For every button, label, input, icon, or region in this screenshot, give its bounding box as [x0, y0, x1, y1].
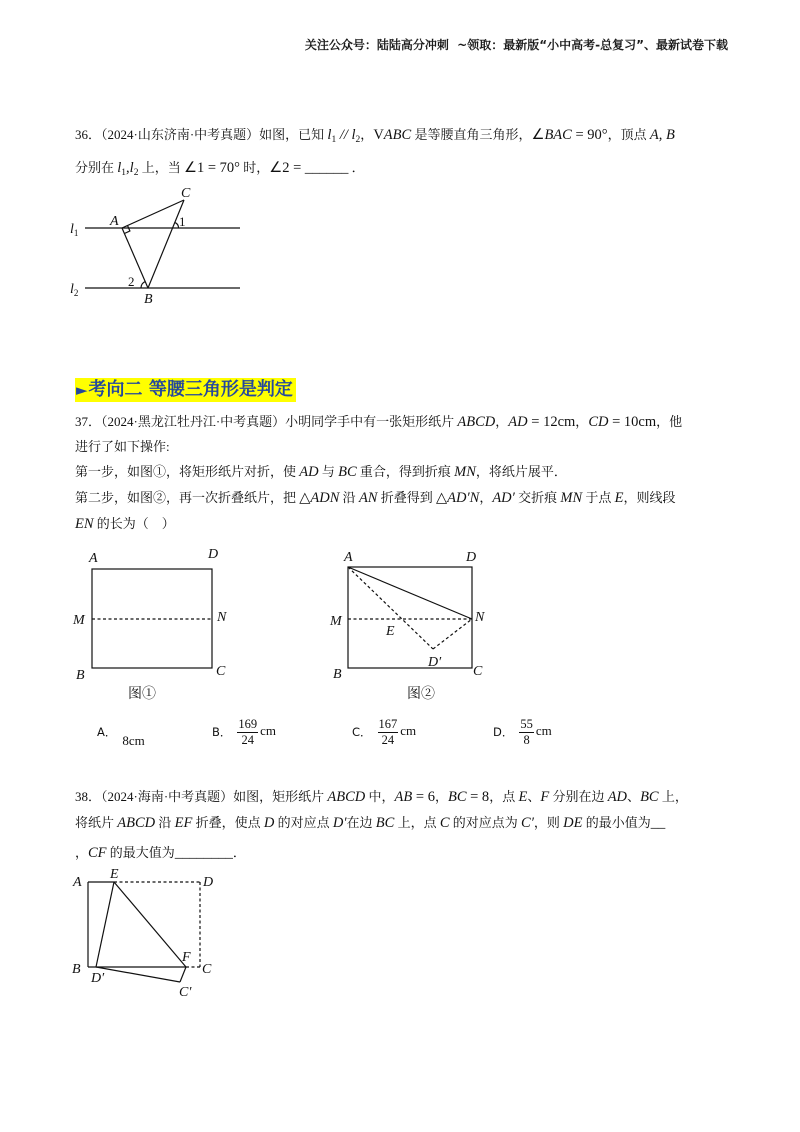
math-variable: AN	[358, 490, 378, 506]
label-point-c: C	[202, 962, 212, 977]
label-point-n: N	[217, 610, 227, 625]
option-d-fraction	[519, 717, 534, 748]
q38-text-line-3	[75, 843, 246, 863]
text-run: 折叠，使点	[192, 815, 264, 830]
text-run: ．	[232, 845, 246, 860]
figure-caption: 图②	[407, 687, 435, 702]
text-run: 上，	[658, 789, 688, 804]
math-variable: C	[439, 815, 450, 831]
text-run: 与	[318, 464, 339, 479]
text-run: 分别在	[75, 160, 118, 175]
option-d-label: D．	[493, 725, 514, 739]
subscript: 2	[133, 168, 139, 178]
math-variable: BC	[338, 464, 357, 480]
math-text: = 12cm	[527, 414, 576, 430]
option-a-label: A．	[97, 725, 117, 739]
text-run: 于点	[582, 490, 615, 505]
math-text: = 90°	[571, 127, 608, 143]
text-run: ，	[75, 845, 89, 860]
q37-text-line-1	[75, 412, 682, 432]
math-variable: ABCD	[327, 789, 366, 805]
text-run: 将纸片	[75, 815, 118, 830]
rectangle-abcd	[348, 567, 472, 668]
label-l2-letter: l	[70, 282, 74, 297]
label-point-e: E	[386, 624, 395, 639]
label-point-b: B	[76, 668, 85, 683]
text-run: 、	[527, 789, 541, 804]
text-run: 上，点	[394, 815, 440, 830]
section-title: 考向二 等腰三角形是判定	[88, 379, 293, 400]
math-text: ∠	[531, 127, 545, 143]
math-variable: AD	[508, 414, 528, 430]
figure-caption: 图①	[128, 687, 156, 702]
label-point-a: A	[73, 875, 82, 890]
text-run: 的对应点为	[449, 815, 522, 830]
math-text: = 10cm	[608, 414, 657, 430]
math-text: = 6	[412, 789, 435, 805]
text-run: 36．（2024·山东济南·中考真题）如图，已知	[75, 127, 328, 142]
label-point-c: C	[216, 664, 226, 679]
segment-c-prime-f	[180, 967, 186, 982]
math-variable: ADN	[310, 490, 340, 506]
label-l1-subscript: 1	[73, 228, 79, 238]
option-a	[97, 712, 145, 752]
subscript: 1	[331, 135, 337, 145]
math-variable: AD	[299, 464, 319, 480]
math-variable: MN	[560, 490, 583, 506]
math-variable: BAC	[544, 127, 572, 143]
text-run: 进行了如下操作:	[75, 439, 170, 454]
text-run: 是等腰直角三角形，	[411, 127, 532, 142]
subscript: 1	[121, 168, 127, 178]
q37-text-line-5	[75, 514, 175, 534]
text-run: 的最小值为	[582, 815, 651, 830]
math-variable: BC	[375, 815, 395, 831]
text-run: ，他	[656, 414, 683, 429]
text-run: 中，	[365, 789, 395, 804]
math-variable: F	[540, 789, 550, 805]
math-variable: A, B	[649, 127, 675, 143]
math-variable: AD′	[492, 490, 515, 506]
math-variable: DE	[563, 815, 583, 831]
label-l2-subscript: 2	[73, 288, 79, 298]
option-b	[212, 712, 276, 752]
text-run: 第一步，如图①，将矩形纸片对折，使	[75, 464, 300, 479]
label-point-b: B	[144, 292, 153, 307]
q37-text-line-2	[75, 437, 170, 457]
math-text: ______	[304, 160, 349, 176]
fraction-denominator: 8	[523, 732, 530, 747]
math-variable: CF	[88, 845, 107, 861]
angle-1-arc	[175, 222, 179, 228]
math-variable: E	[614, 490, 624, 506]
math-text: = 8	[466, 789, 490, 805]
section-heading	[75, 378, 296, 402]
math-variable: ABCD	[457, 414, 496, 430]
math-variable: EN	[75, 516, 94, 532]
segment-d-prime-c-prime	[96, 967, 180, 982]
label-point-m: M	[330, 614, 342, 629]
label-angle-1: 1	[179, 214, 186, 229]
q38-figure	[62, 866, 222, 1001]
q37-figure-2	[322, 545, 492, 705]
q38-text-line-1	[75, 787, 688, 807]
math-text: △	[435, 490, 448, 506]
page-header-promo: 关注公众号：陆陆高分冲刺 ~领取：最新版“小中高考-总复习”、最新试卷下载	[304, 38, 728, 52]
math-variable: BC	[640, 789, 659, 805]
q38-text-line-2	[75, 813, 665, 833]
label-point-b: B	[72, 962, 81, 977]
text-run: ，	[434, 789, 448, 804]
option-c-label: C．	[352, 725, 372, 739]
text-run: 第二步，如图②，再一次折叠纸片，把	[75, 490, 300, 505]
text-run: ，将纸片展平．	[475, 464, 567, 479]
math-text: △	[299, 490, 311, 506]
text-run: ，顶点	[607, 127, 650, 142]
label-point-c: C	[181, 186, 191, 201]
math-variable: AD′N	[447, 490, 480, 506]
math-variable: D′	[332, 815, 347, 831]
math-variable: MN	[454, 464, 476, 480]
segment-ed-prime	[96, 882, 114, 967]
option-c	[352, 712, 416, 752]
math-variable: ABC	[383, 127, 412, 143]
math-variable: l	[327, 127, 332, 143]
text-run: 的对应点	[274, 815, 333, 830]
math-variable: E	[518, 789, 528, 805]
text-run: 重合，得到折痕	[356, 464, 455, 479]
q37-text-line-3	[75, 462, 567, 482]
text-run: 、	[627, 789, 641, 804]
math-variable: //	[336, 127, 352, 143]
math-text: ________	[174, 845, 233, 861]
q36-figure	[60, 182, 250, 307]
text-run: 折叠得到	[377, 490, 436, 505]
math-variable: EF	[174, 815, 193, 831]
label-point-d: D	[466, 550, 477, 565]
math-variable: C′	[521, 815, 534, 831]
fraction-numerator: 169	[238, 716, 258, 731]
option-b-fraction	[237, 717, 258, 748]
text-run: ，	[479, 490, 493, 505]
math-variable: l	[117, 160, 122, 176]
math-variable: l	[129, 160, 134, 176]
label-point-d-prime: D′	[428, 655, 442, 670]
q37-text-line-4	[75, 488, 676, 508]
math-variable: l	[351, 127, 356, 143]
text-run: 时，	[239, 160, 270, 175]
math-text: ∠2 =	[269, 160, 305, 176]
label-point-f: F	[182, 950, 191, 965]
q36-text-line-2	[75, 158, 365, 178]
text-run: 在边	[346, 815, 376, 830]
label-point-e: E	[110, 867, 119, 882]
math-text: V	[373, 127, 384, 143]
subscript: 2	[355, 135, 361, 145]
math-variable: ABCD	[117, 815, 156, 831]
math-text: ∠1 = 70°	[183, 160, 240, 176]
text-run: ，	[575, 414, 589, 429]
math-variable: BC	[447, 789, 467, 805]
text-run: 37．（2024·黑龙江牡丹江·中考真题）小明同学手中有一张矩形纸片	[75, 414, 458, 429]
label-point-d-prime: D′	[91, 971, 105, 986]
label-point-m: M	[73, 613, 85, 628]
label-point-n: N	[475, 610, 485, 625]
text-run: 的最大值为	[106, 845, 175, 860]
label-point-c: C	[473, 664, 483, 679]
option-d-unit: cm	[535, 723, 552, 738]
text-run: 上，当	[138, 160, 184, 175]
fraction-numerator: 55	[520, 716, 533, 731]
text-run: 沿	[155, 815, 175, 830]
option-b-unit: cm	[260, 723, 277, 738]
text-run: ．	[348, 160, 365, 175]
label-point-a: A	[344, 550, 353, 565]
text-run: 沿	[339, 490, 359, 505]
label-l1	[70, 222, 78, 238]
label-l2	[70, 282, 78, 298]
math-text: __	[650, 815, 666, 831]
math-text: ,	[126, 160, 130, 176]
text-run: ，	[495, 414, 509, 429]
label-point-a: A	[110, 214, 119, 229]
option-c-fraction	[378, 717, 399, 748]
text-run: 38．（2024·海南·中考真题）如图，矩形纸片	[75, 789, 328, 804]
math-variable: AB	[394, 789, 413, 805]
text-run: 分别在边	[549, 789, 608, 804]
segment-ef	[114, 882, 186, 967]
label-point-a: A	[89, 551, 98, 566]
math-variable: CD	[588, 414, 609, 430]
fraction-denominator: 24	[241, 732, 255, 747]
option-d	[493, 712, 552, 752]
text-run: 交折痕	[514, 490, 561, 505]
text-run: 的长为（ ）	[93, 516, 175, 531]
option-a-value: 8cm	[122, 733, 145, 748]
text-run: ，则线段	[623, 490, 676, 505]
segment-an	[348, 567, 472, 619]
text-run: ，点	[489, 789, 519, 804]
label-angle-2: 2	[128, 274, 135, 289]
label-l1-letter: l	[70, 222, 74, 237]
section-marker-icon: ►	[76, 381, 88, 399]
q36-text-line-1	[75, 125, 675, 145]
fraction-denominator: 24	[381, 732, 395, 747]
label-point-d: D	[208, 547, 219, 562]
q37-figure-1	[66, 545, 231, 705]
option-c-unit: cm	[400, 723, 417, 738]
label-point-b: B	[333, 667, 342, 682]
math-variable: D	[263, 815, 275, 831]
segment-d-prime-n	[433, 619, 472, 649]
text-run: ，则	[533, 815, 564, 830]
math-variable: AD	[607, 789, 628, 805]
label-point-d: D	[203, 875, 214, 890]
option-b-label: B．	[212, 725, 232, 739]
label-point-c-prime: C′	[179, 985, 192, 1000]
text-run: ，	[360, 127, 374, 142]
fraction-numerator: 167	[378, 716, 398, 731]
segment-ab	[122, 228, 148, 288]
angle-2-arc	[141, 282, 145, 288]
